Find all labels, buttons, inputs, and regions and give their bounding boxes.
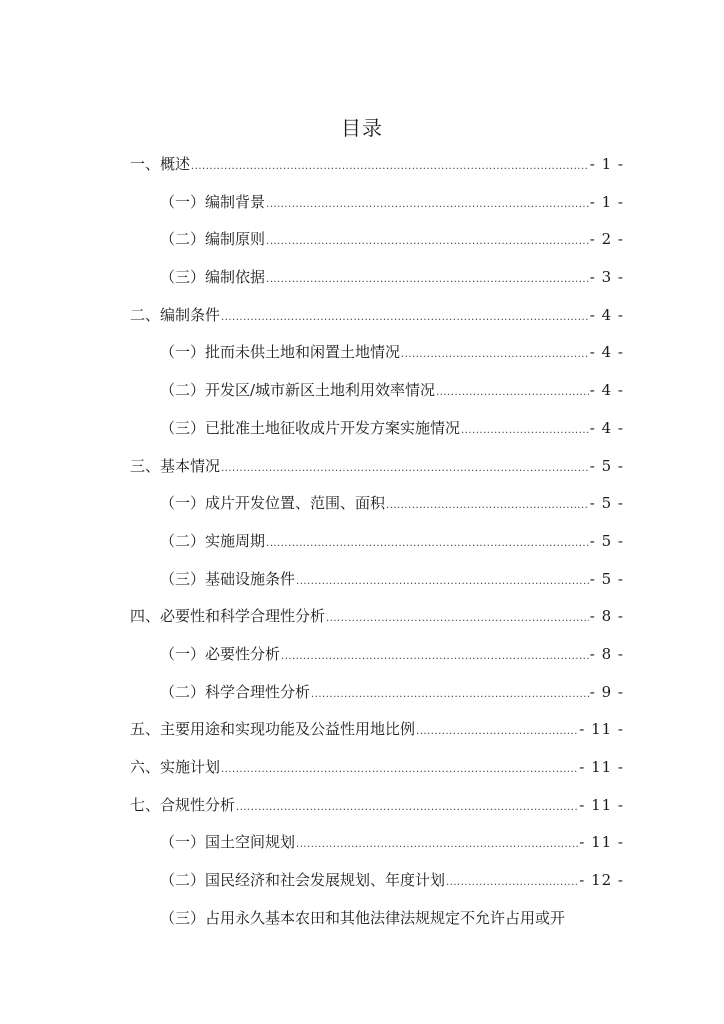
toc-entry-label: 六、实施计划 <box>130 758 221 776</box>
toc-entry[interactable] <box>130 221 624 259</box>
toc-entry-page: - 5 - <box>589 531 624 550</box>
toc-entry[interactable] <box>130 146 624 184</box>
toc-leader-dots <box>221 450 589 488</box>
toc-entry[interactable] <box>130 410 624 448</box>
toc-entry-page: - 9 - <box>589 682 624 701</box>
toc-entry[interactable] <box>130 184 624 222</box>
toc-entry-page: - 1 - <box>589 192 624 211</box>
toc-entry[interactable] <box>130 598 624 636</box>
toc-entry[interactable] <box>130 674 624 712</box>
toc-leader-dots <box>386 487 589 525</box>
toc-leader-dots <box>436 374 589 412</box>
toc-entry-label: （一）批而未供土地和闲置土地情况 <box>160 343 401 362</box>
toc-leader-dots <box>221 751 578 789</box>
toc-entry-page: - 8 - <box>589 644 624 663</box>
toc-entry[interactable] <box>130 334 624 372</box>
toc-entry-page: - 11 - <box>579 758 624 776</box>
toc-leader-dots <box>416 713 578 751</box>
toc-leader-dots <box>461 412 589 450</box>
toc-leader-dots <box>296 826 578 864</box>
toc-entry-page: - 4 - <box>589 305 624 324</box>
toc-entry[interactable] <box>130 900 624 938</box>
toc-entry-page: - 1 - <box>589 155 624 173</box>
toc-leader-dots <box>266 525 589 563</box>
toc-entry[interactable] <box>130 523 624 561</box>
toc-entry[interactable] <box>130 372 624 410</box>
toc-entry-page: - 8 - <box>589 607 624 626</box>
toc-entry-label: 四、必要性和科学合理性分析 <box>130 607 326 626</box>
toc-leader-dots <box>326 600 589 638</box>
toc-entry[interactable] <box>130 259 624 297</box>
toc-entry[interactable] <box>130 448 624 486</box>
toc-entry-page: - 5 - <box>589 456 624 475</box>
toc-entry-page: - 4 - <box>589 381 624 400</box>
toc-leader-dots <box>191 148 589 186</box>
toc-leader-dots <box>221 299 589 337</box>
toc-entry-label: （一）编制背景 <box>160 192 266 211</box>
toc-entry[interactable] <box>130 862 624 900</box>
toc-leader-dots <box>266 186 589 224</box>
toc-entry-label: （一）必要性分析 <box>160 644 281 663</box>
toc-entry[interactable] <box>130 485 624 523</box>
toc-entry-page: - 4 - <box>589 343 624 362</box>
toc-entry-page: - 12 - <box>579 871 624 890</box>
toc-leader-dots <box>266 261 589 299</box>
toc-entry-page: - 11 - <box>579 795 624 814</box>
toc-entry-label: 三、基本情况 <box>130 456 221 475</box>
toc-entry[interactable] <box>130 824 624 862</box>
toc-entry[interactable] <box>130 711 624 749</box>
toc-entry-label: （二）实施周期 <box>160 531 266 550</box>
toc-entry-label: （二）开发区/城市新区土地利用效率情况 <box>160 381 436 400</box>
toc-entry[interactable] <box>130 787 624 825</box>
toc-entry-page: - 3 - <box>589 268 624 287</box>
toc-leader-dots <box>446 864 578 902</box>
toc-entry-label: （三）编制依据 <box>160 268 266 287</box>
toc-leader-dots <box>266 223 589 261</box>
toc-entry-label: 二、编制条件 <box>130 305 221 324</box>
toc-entry[interactable] <box>130 297 624 335</box>
toc-leader-dots <box>236 789 578 827</box>
toc-entry-label: 一、概述 <box>130 155 191 173</box>
toc-entry-label: 七、合规性分析 <box>130 795 236 814</box>
toc-entry-page: - 5 - <box>589 494 624 513</box>
toc-entry-label: （三）基础设施条件 <box>160 569 296 588</box>
table-of-contents <box>130 146 624 937</box>
toc-leader-dots <box>296 563 589 601</box>
toc-entry-label: （二）科学合理性分析 <box>160 682 311 701</box>
toc-entry-label: （一）成片开发位置、范围、面积 <box>160 494 386 513</box>
toc-entry[interactable] <box>130 749 624 787</box>
toc-entry-label: （三）已批准土地征收成片开发方案实施情况 <box>160 418 461 437</box>
toc-leader-dots <box>401 336 589 374</box>
toc-entry-label: 五、主要用途和实现功能及公益性用地比例 <box>130 720 416 739</box>
toc-entry-page: - 2 - <box>589 230 624 249</box>
toc-leader-dots <box>311 676 589 714</box>
toc-entry-page: - 11 - <box>579 720 624 739</box>
toc-entry[interactable] <box>130 561 624 599</box>
toc-entry-label: （二）编制原则 <box>160 230 266 249</box>
toc-entry-label: （二）国民经济和社会发展规划、年度计划 <box>160 871 446 890</box>
toc-entry-page: - 11 - <box>579 833 624 852</box>
toc-entry-page: - 5 - <box>589 569 624 588</box>
toc-entry-page: - 4 - <box>589 418 624 437</box>
page-title: 目录 <box>341 116 383 140</box>
toc-entry[interactable] <box>130 636 624 674</box>
toc-leader-dots <box>281 638 589 676</box>
toc-entry-label: （三）占用永久基本农田和其他法律法规规定不允许占用或开 <box>160 908 566 927</box>
toc-entry-label: （一）国土空间规划 <box>160 833 296 852</box>
